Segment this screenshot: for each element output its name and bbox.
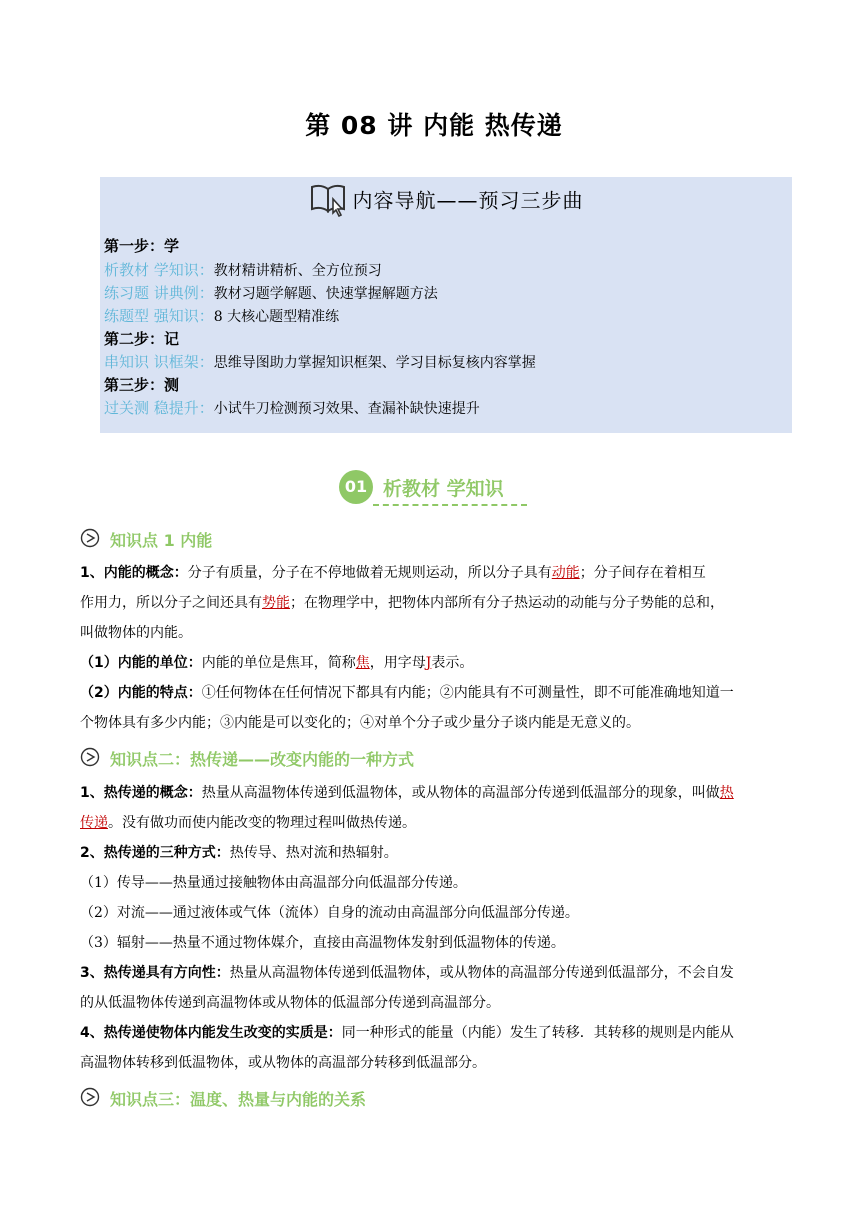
blank-answer-jiao: 焦 — [355, 655, 370, 671]
p3-label: （2）内能的特点： — [80, 685, 202, 701]
paragraph-1-line-1 — [80, 563, 706, 583]
blank-answer-heat: 热 — [719, 785, 734, 801]
nav-row-4-tag: 串知识 识框架： — [104, 353, 214, 371]
nav-row-5 — [104, 397, 480, 418]
p10-text-a: 同一种形式的能量（内能）发生了转移．其转移的规则是内能从 — [341, 1025, 734, 1041]
nav-row-5-tag: 过关测 稳提升： — [104, 399, 214, 417]
knowledge-point-3-title: 知识点三：温度、热量与内能的关系 — [110, 1090, 367, 1109]
p1-text-a: 分子有质量，分子在不停地做着无规则运动，所以分子具有 — [187, 565, 552, 581]
paragraph-10-line-2: 高温物体转移到低温物体，或从物体的高温部分转移到低温部分。 — [80, 1055, 486, 1071]
knowledge-point-2-title: 知识点二：热传递——改变内能的一种方式 — [110, 750, 415, 769]
paragraph-2 — [80, 653, 473, 673]
paragraph-9-line-2: 的从低温物体传递到高温物体或从物体的低温部分传递到高温部分。 — [80, 995, 500, 1011]
p4-text-a: 热量从高温物体传递到低温物体，或从物体的高温部分传递到低温部分的现象，叫做 — [201, 785, 720, 801]
play-circle-icon — [80, 747, 100, 767]
play-circle-icon — [80, 528, 100, 548]
nav-row-2 — [104, 282, 438, 303]
p3-text-a: ①任何物体在任何情况下都具有内能；②内能具有不可测量性，即不可能准确地知道一 — [201, 685, 734, 701]
p2-label: （1）内能的单位： — [80, 655, 202, 671]
book-pointer-icon — [309, 181, 349, 217]
section-underline — [373, 504, 527, 506]
blank-answer-transfer: 传递 — [80, 815, 108, 831]
page-title: 第 08 讲 内能 热传递 — [305, 111, 563, 140]
p4-label: 1、热传递的概念： — [80, 785, 202, 801]
p1-label: 1、内能的概念： — [80, 565, 188, 581]
nav-header — [100, 181, 792, 217]
p1-text-d: ；在物理学中，把物体内部所有分子热运动的动能与分子势能的总和， — [290, 595, 724, 611]
content-navigation-box — [100, 177, 792, 433]
p4-text-b: 。没有做功而使内能改变的物理过程叫做热传递。 — [108, 815, 416, 831]
blank-answer-potential: 势能 — [262, 595, 290, 611]
paragraph-6: （1）传导——热量通过接触物体由高温部分向低温部分传递。 — [80, 875, 467, 891]
paragraph-9-line-1 — [80, 963, 734, 983]
paragraph-3-line-2: 个物体具有多少内能；③内能是可以变化的；④对单个分子或少量分子谈内能是无意义的。 — [80, 715, 640, 731]
p9-text-a: 热量从高温物体传递到低温物体，或从物体的高温部分传递到低温部分，不会自发 — [229, 965, 734, 981]
nav-header-text: 内容导航——预习三步曲 — [352, 188, 584, 213]
paragraph-1-line-3: 叫做物体的内能。 — [80, 625, 192, 641]
paragraph-4-line-2 — [80, 813, 416, 833]
p10-label: 4、热传递使物体内能发生改变的实质是： — [80, 1025, 342, 1041]
nav-row-3-text: 8 大核心题型精准练 — [213, 309, 340, 325]
p5-label: 2、热传递的三种方式： — [80, 845, 230, 861]
paragraph-4-line-1 — [80, 783, 734, 803]
nav-row-5-text: 小试牛刀检测预习效果、查漏补缺快速提升 — [213, 401, 480, 417]
p5-text-a: 热传导、热对流和热辐射。 — [229, 845, 398, 861]
nav-row-1-text: 教材精讲精析、全方位预习 — [213, 263, 382, 279]
nav-row-3 — [104, 305, 339, 326]
p2-text-a: 内能的单位是焦耳，简称 — [201, 655, 356, 671]
p1-text-b: ；分子间存在着相互 — [579, 565, 706, 581]
paragraph-7: （2）对流——通过液体或气体（流体）自身的流动由高温部分向低温部分传递。 — [80, 905, 579, 921]
p9-label: 3、热传递具有方向性： — [80, 965, 230, 981]
paragraph-10-line-1 — [80, 1023, 734, 1043]
knowledge-point-1-title: 知识点 1 内能 — [110, 531, 213, 550]
p2-text-c: 表示。 — [431, 655, 474, 671]
nav-row-2-tag: 练习题 讲典例： — [104, 284, 214, 302]
p1-text-c: 作用力，所以分子之间还具有 — [80, 595, 262, 611]
nav-row-2-text: 教材习题学解题、快速掌握解题方法 — [213, 286, 438, 302]
step-3: 第三步：测 — [104, 376, 180, 394]
paragraph-1-line-2 — [80, 593, 724, 613]
section-number-badge: 01 — [339, 470, 373, 504]
blank-answer-kinetic: 动能 — [551, 565, 580, 581]
blank-answer-j: J — [425, 655, 432, 671]
section-title: 析教材 学知识 — [383, 478, 504, 500]
nav-row-3-tag: 练题型 强知识： — [104, 307, 214, 325]
play-circle-icon — [80, 1087, 100, 1107]
section-header — [339, 468, 539, 508]
paragraph-8: （3）辐射——热量不通过物体媒介，直接由高温物体发射到低温物体的传递。 — [80, 935, 565, 951]
paragraph-3-line-1 — [80, 683, 734, 703]
nav-row-4 — [104, 351, 536, 372]
paragraph-5 — [80, 843, 398, 863]
step-1: 第一步：学 — [104, 237, 180, 255]
p2-text-b: ，用字母 — [369, 655, 426, 671]
step-2: 第二步：记 — [104, 330, 180, 348]
nav-row-1 — [104, 259, 382, 280]
nav-row-1-tag: 析教材 学知识： — [104, 261, 214, 279]
nav-row-4-text: 思维导图助力掌握知识框架、学习目标复核内容掌握 — [213, 355, 536, 371]
